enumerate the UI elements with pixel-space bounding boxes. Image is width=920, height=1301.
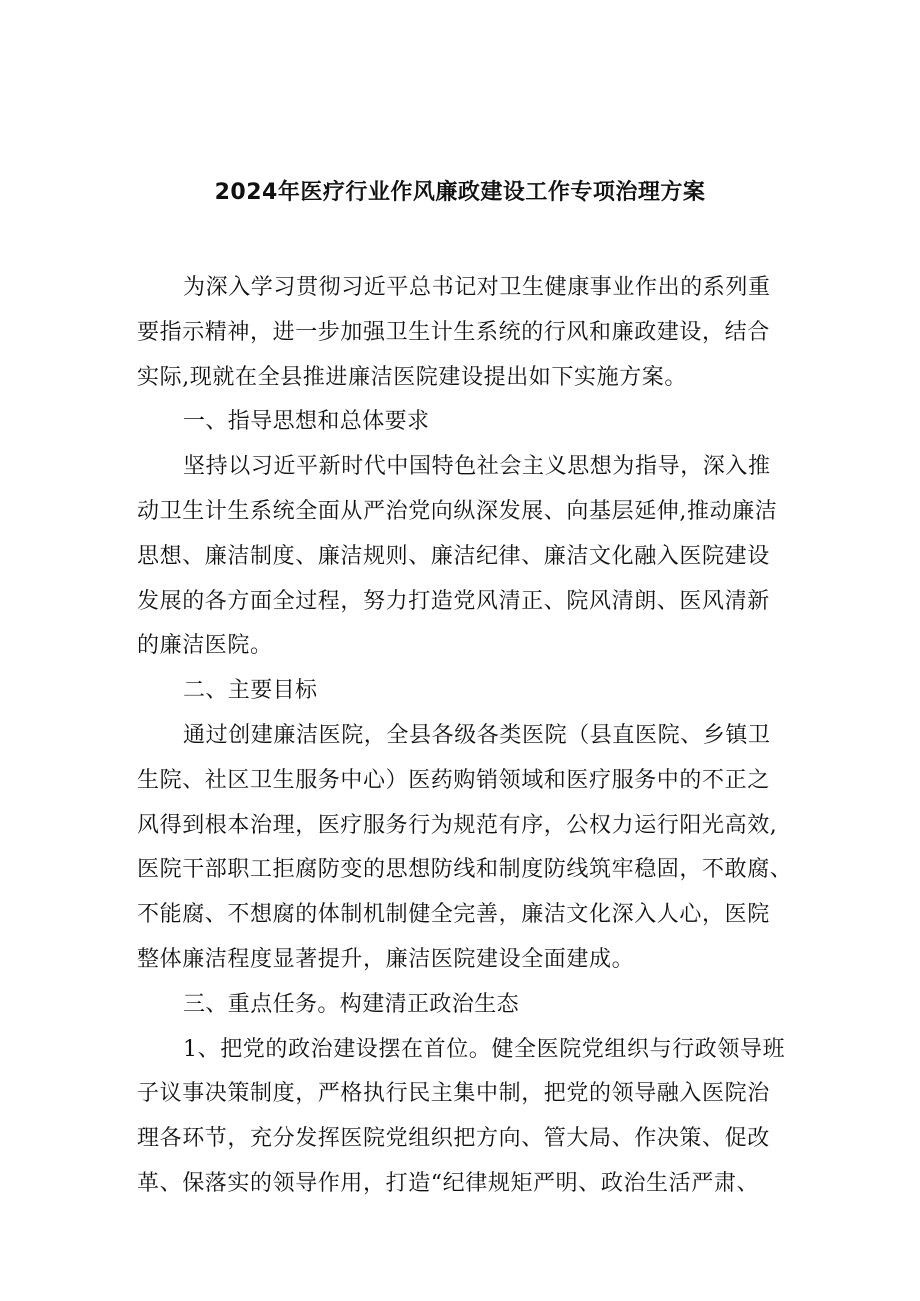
section1-line: 发展的各方面全过程，努力打造党风清正、院风清朗、医风清新 — [137, 588, 770, 614]
section1-line: 动卫生计生系统全面从严治党向纵深发展、向基层延伸,推动廉洁 — [137, 498, 778, 524]
section-heading-3: 三、重点任务。构建清正政治生态 — [183, 991, 520, 1017]
section3-line: 1、把党的政治建设摆在首位。健全医院党组织与行政领导班 — [183, 1036, 786, 1062]
intro-line: 为深入学习贯彻习近平总书记对卫生健康事业作出的系列重 — [183, 275, 771, 300]
section-heading-2: 二、主要目标 — [183, 678, 318, 704]
document-title: 2024年医疗行业作风廉政建设工作专项治理方案 — [214, 180, 706, 205]
section2-line: 通过创建廉洁医院，全县各级各类医院（县直医院、乡镇卫 — [183, 722, 771, 748]
section-heading-1: 一、指导思想和总体要求 — [183, 409, 430, 435]
section3-line: 理各环节，充分发挥医院党组织把方向、管大局、作决策、促改 — [137, 1126, 770, 1152]
section2-line: 不能腐、不想腐的体制机制健全完善，廉洁文化深入人心，医院 — [137, 902, 770, 928]
intro-line: 要指示精神，进一步加强卫生计生系统的行风和廉政建设，结合 — [137, 319, 770, 345]
section1-line: 的廉洁医院。 — [137, 633, 273, 659]
section1-line: 坚持以习近平新时代中国特色社会主义思想为指导，深入推 — [183, 454, 771, 480]
document-body — [137, 266, 797, 1207]
section1-line: 思想、廉洁制度、廉洁规则、廉洁纪律、廉洁文化融入医院建设 — [137, 543, 770, 569]
section3-line: 子议事决策制度，严格执行民主集中制，把党的领导融入医院治 — [137, 1081, 770, 1107]
section2-line: 生院、社区卫生服务中心）医药购销领域和医疗服务中的不正之 — [137, 767, 770, 793]
section2-line: 整体廉洁程度显著提升，廉洁医院建设全面建成。 — [137, 946, 635, 972]
section2-line: 风得到根本治理，医疗服务行为规范有序，公权力运行阳光高效, — [137, 812, 778, 838]
section3-line: 革、保落实的领导作用，打造“纪律规矩严明、政治生活严肃、 — [137, 1170, 760, 1196]
section2-line: 医院干部职工拒腐防变的思想防线和制度防线筑牢稳固，不敢腐、 — [137, 857, 793, 883]
intro-line: 实际,现就在全县推进廉洁医院建设提出如下实施方案。 — [137, 364, 687, 390]
